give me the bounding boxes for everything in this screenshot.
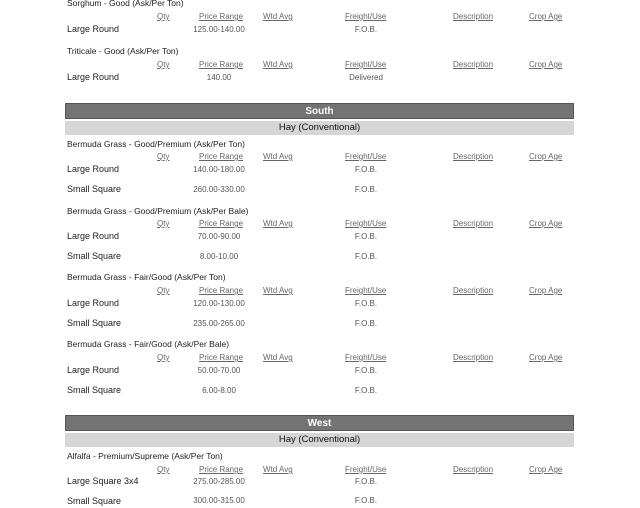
col-freight-header: Freight/Use [345, 60, 387, 69]
row-label: Large Round [67, 231, 120, 241]
col-qty-header: Qty [157, 12, 170, 21]
row-label: Large Round [67, 298, 120, 308]
col-wtd-header: Wtd Avg [263, 60, 293, 69]
col-price-header: Price Range [199, 152, 244, 161]
col-wtd-header: Wtd Avg [263, 12, 293, 21]
col-qty-header: Qty [157, 353, 170, 362]
subheader-hay-conventional: Hay (Conventional) [65, 433, 574, 447]
col-qty-header: Qty [157, 219, 170, 228]
col-wtd-header: Wtd Avg [263, 152, 293, 161]
row-label: Small Square [67, 184, 122, 194]
row-label: Large Round [67, 72, 120, 82]
col-qty-header: Qty [157, 60, 170, 69]
row-price: 260.00-330.00 [193, 185, 245, 194]
region-header-west: West [65, 415, 574, 431]
row-freight: F.O.B. [354, 25, 378, 34]
row-label: Large Round [67, 24, 120, 34]
row-freight: F.O.B. [354, 299, 378, 308]
col-qty-header: Qty [157, 465, 170, 474]
row-label: Large Round [67, 164, 120, 174]
row-label: Small Square [67, 318, 122, 328]
col-price-header: Price Range [199, 12, 244, 21]
row-freight: F.O.B. [354, 319, 378, 328]
subheader-hay-conventional: Hay (Conventional) [65, 121, 574, 135]
col-description-header: Description [453, 465, 494, 474]
col-crop-age-header: Crop Age [529, 286, 563, 295]
col-crop-age-header: Crop Age [529, 219, 563, 228]
row-price: 8.00-10.00 [199, 252, 239, 261]
section-title: Bermuda Grass - Fair/Good (Ask/Per Bale) [67, 339, 230, 349]
region-header-south: South [65, 103, 574, 119]
row-freight: F.O.B. [354, 232, 378, 241]
row-price: 125.00-140.00 [193, 25, 245, 34]
section-title: Bermuda Grass - Fair/Good (Ask/Per Ton) [67, 272, 226, 282]
col-description-header: Description [453, 286, 494, 295]
row-price: 235.00-265.00 [193, 319, 245, 328]
col-wtd-header: Wtd Avg [263, 353, 293, 362]
row-price: 140.00 [206, 73, 232, 82]
col-crop-age-header: Crop Age [529, 60, 563, 69]
section-title: Sorghum - Good (Ask/Per Ton) [67, 0, 184, 8]
row-freight: F.O.B. [354, 496, 378, 505]
col-qty-header: Qty [157, 152, 170, 161]
row-price: 120.00-130.00 [193, 299, 245, 308]
col-freight-header: Freight/Use [345, 12, 387, 21]
col-crop-age-header: Crop Age [529, 152, 563, 161]
row-freight: F.O.B. [354, 165, 378, 174]
row-freight: Delivered [349, 73, 383, 82]
section-title: Alfalfa - Premium/Supreme (Ask/Per Ton) [67, 451, 223, 461]
col-wtd-header: Wtd Avg [263, 465, 293, 474]
row-label: Large Round [67, 365, 120, 375]
col-description-header: Description [453, 353, 494, 362]
row-freight: F.O.B. [354, 477, 378, 486]
col-crop-age-header: Crop Age [529, 465, 563, 474]
section-title: Bermuda Grass - Good/Premium (Ask/Per Bale) [67, 206, 249, 216]
col-wtd-header: Wtd Avg [263, 286, 293, 295]
col-price-header: Price Range [199, 60, 244, 69]
col-crop-age-header: Crop Age [529, 12, 563, 21]
col-qty-header: Qty [157, 286, 170, 295]
row-price: 275.00-285.00 [193, 477, 245, 486]
row-label: Large Square 3x4 [67, 476, 139, 486]
col-description-header: Description [453, 152, 494, 161]
col-crop-age-header: Crop Age [529, 353, 563, 362]
col-description-header: Description [453, 12, 494, 21]
col-price-header: Price Range [199, 465, 244, 474]
row-price: 6.00-8.00 [202, 386, 236, 395]
col-freight-header: Freight/Use [345, 152, 387, 161]
col-freight-header: Freight/Use [345, 286, 387, 295]
row-label: Small Square [67, 251, 122, 261]
col-wtd-header: Wtd Avg [263, 219, 293, 228]
row-freight: F.O.B. [354, 366, 378, 375]
row-price: 140.00-180.00 [193, 165, 245, 174]
row-label: Small Square [67, 385, 122, 395]
col-description-header: Description [453, 219, 494, 228]
row-price: 50.00-70.00 [197, 366, 241, 375]
row-freight: F.O.B. [354, 185, 378, 194]
row-label: Small Square [67, 496, 122, 506]
col-freight-header: Freight/Use [345, 465, 387, 474]
col-price-header: Price Range [199, 286, 244, 295]
section-title: Triticale - Good (Ask/Per Ton) [67, 46, 179, 56]
section-title: Bermuda Grass - Good/Premium (Ask/Per Ton) [67, 139, 245, 149]
row-price: 300.00-315.00 [193, 496, 245, 505]
col-price-header: Price Range [199, 219, 244, 228]
col-description-header: Description [453, 60, 494, 69]
col-freight-header: Freight/Use [345, 353, 387, 362]
row-freight: F.O.B. [354, 386, 378, 395]
row-price: 70.00-90.00 [197, 232, 241, 241]
col-freight-header: Freight/Use [345, 219, 387, 228]
row-freight: F.O.B. [354, 252, 378, 261]
col-price-header: Price Range [199, 353, 244, 362]
